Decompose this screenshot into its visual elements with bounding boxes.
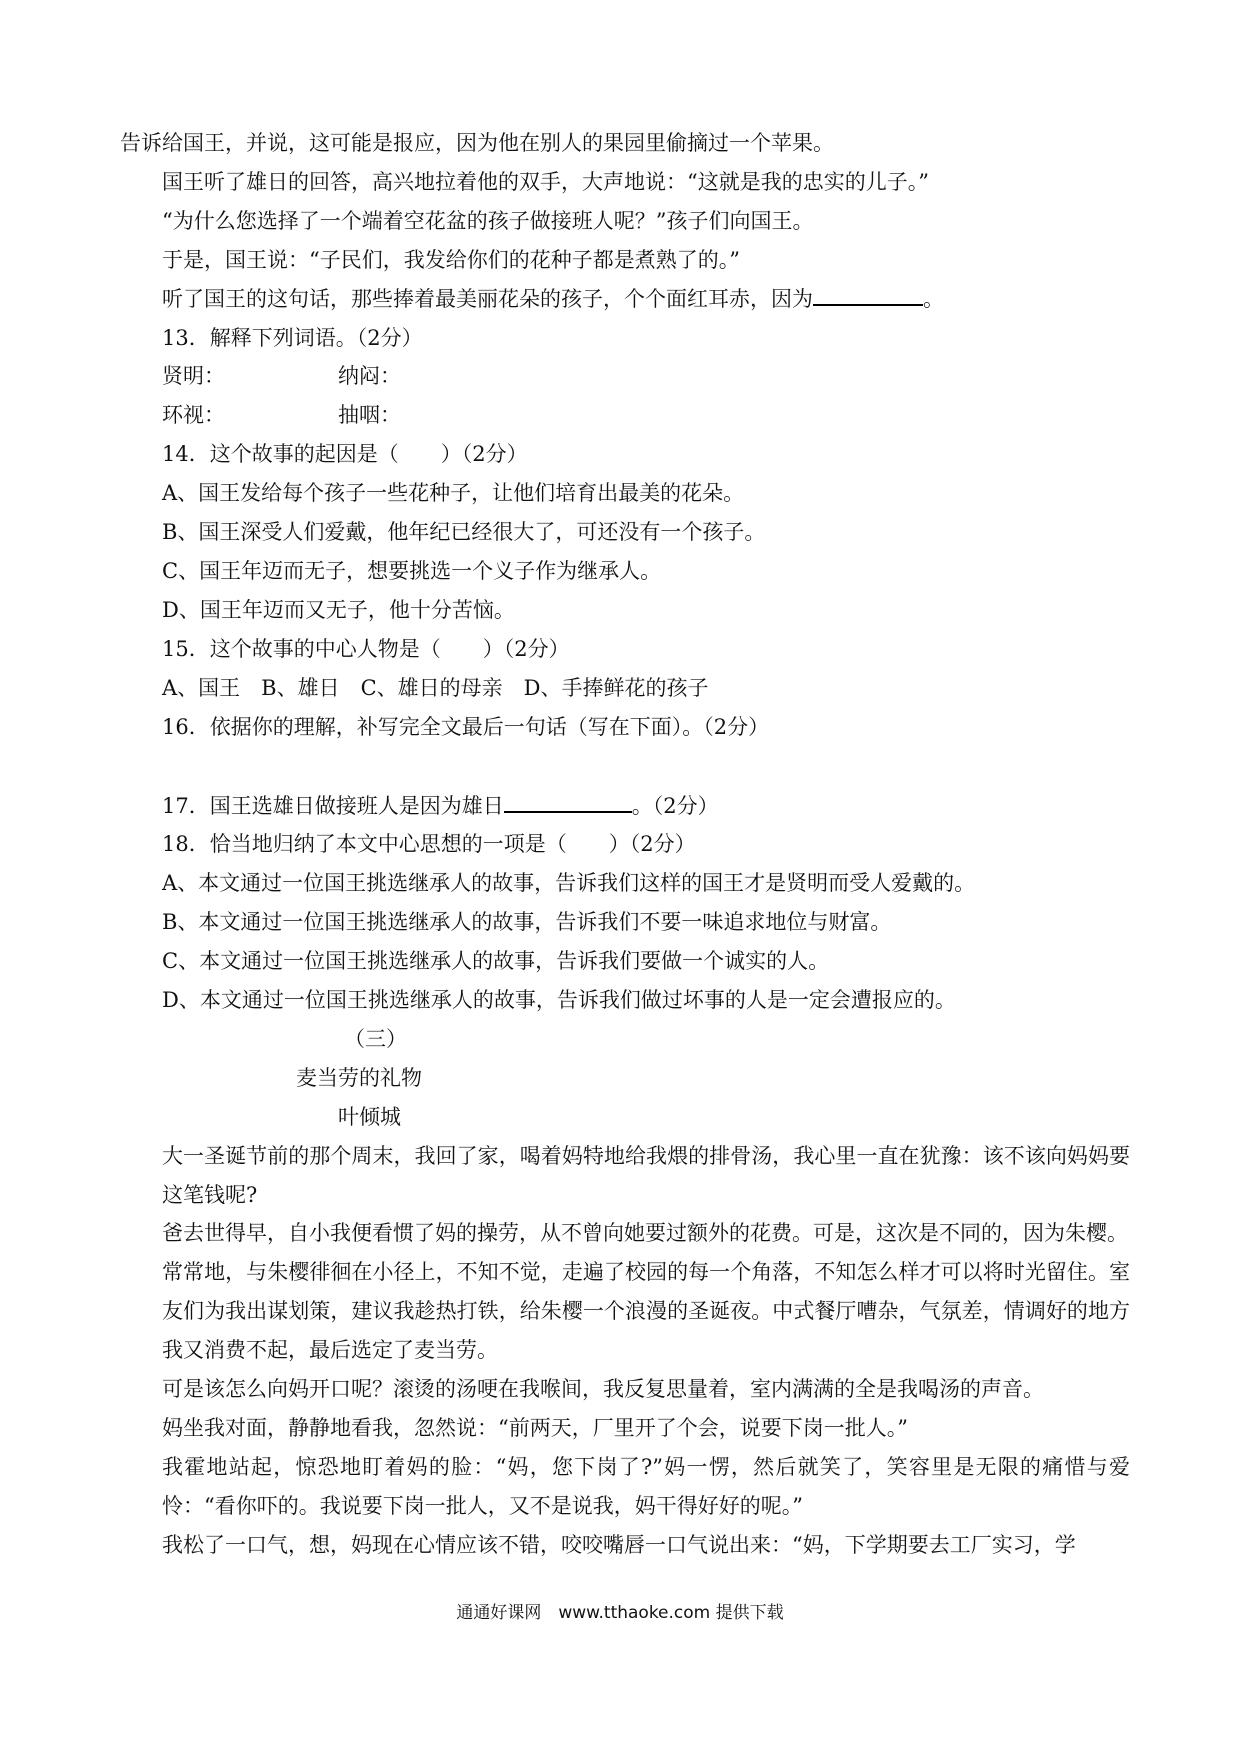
question-17 bbox=[120, 787, 1130, 826]
passage-paragraph: 我霍地站起，惊恐地盯着妈的脸：“妈，您下岗了?”妈一愣，然后就笑了，笑容里是无限的痛惜与爱怜：“看你吓的。我说要下岗一批人，又不是说我，妈干得好好的呢。” bbox=[162, 1454, 1130, 1518]
story-text: 。 bbox=[923, 286, 944, 311]
passage-paragraph: 爸去世得早，自小我便看惯了妈的操劳，从不曾向她要过额外的花费。可是，这次是不同的，因为朱樱。 bbox=[162, 1221, 1128, 1246]
answer-option: B、本文通过一位国王挑选继承人的故事，告诉我们不要一味追求地位与财富。 bbox=[162, 910, 892, 935]
passage-paragraph: 我松了一口气，想，妈现在心情应该不错，咬咬嘴唇一口气说出来：“妈，下学期要去工厂实习，学 bbox=[162, 1532, 1076, 1557]
story-paragraph: “为什么您选择了一个端着空花盆的孩子做接班人呢？”孩子们向国王。 bbox=[162, 208, 814, 233]
question-18: 18．恰当地归纳了本文中心思想的一项是（ ）（2分） bbox=[162, 832, 696, 857]
question-14: 14．这个故事的起因是（ ）（2分） bbox=[162, 442, 528, 467]
answer-blank[interactable] bbox=[504, 791, 632, 813]
passage-paragraph: 大一圣诞节前的那个周末，我回了家，喝着妈特地给我煨的排骨汤，我心里一直在犹豫：该不该向妈妈要这笔钱呢? bbox=[162, 1143, 1130, 1207]
section-number: （三） bbox=[344, 1026, 407, 1051]
question-16: 16．依据你的理解，补写完全文最后一句话（写在下面）。（2分） bbox=[162, 714, 770, 739]
question-13: 13．解释下列词语。（2分） bbox=[162, 325, 423, 350]
page-footer: 通通好课网 www.tthaoke.com 提供下载 bbox=[456, 1603, 784, 1623]
passage-paragraph: 常常地，与朱樱徘徊在小径上，不知不觉，走遍了校园的每一个角落，不知怎么样才可以将时光留住。室友们为我出谋划策，建议我趁热打铁，给朱樱一个浪漫的圣诞夜。中式餐厅嘈杂，气氛差，情调好的地方我又消费不起，最后选定了麦当劳。 bbox=[162, 1260, 1130, 1363]
question-text: 17．国王选雄日做接班人是因为雄日 bbox=[162, 793, 504, 818]
passage-paragraph: 可是该怎么向妈开口呢？滚烫的汤哽在我喉间，我反复思量着，室内满满的全是我喝汤的声音。 bbox=[162, 1377, 1044, 1402]
definition-term: 环视： bbox=[162, 403, 225, 428]
passage-author: 叶倾城 bbox=[338, 1104, 401, 1129]
question-text: 。（2分） bbox=[631, 793, 719, 818]
definition-row bbox=[120, 357, 1130, 396]
definition-term: 纳闷： bbox=[338, 364, 401, 389]
answer-space[interactable] bbox=[120, 747, 1130, 787]
answer-option: C、国王年迈而无子，想要挑选一个义子作为继承人。 bbox=[162, 558, 662, 583]
story-paragraph-with-blank bbox=[120, 280, 1130, 319]
page-content bbox=[120, 124, 1130, 1565]
answer-option: A、本文通过一位国王挑选继承人的故事，告诉我们这样的国王才是贤明而受人爱戴的。 bbox=[162, 871, 976, 896]
definition-row bbox=[120, 396, 1130, 435]
story-paragraph: 国王听了雄日的回答，高兴地拉着他的双手，大声地说：“这就是我的忠实的儿子。” bbox=[162, 169, 929, 194]
definition-term: 贤明： bbox=[162, 364, 225, 389]
definition-term: 抽咽： bbox=[338, 403, 401, 428]
story-text: 听了国王的这句话，那些捧着最美丽花朵的孩子，个个面红耳赤，因为 bbox=[162, 286, 813, 311]
answer-blank[interactable] bbox=[813, 284, 923, 306]
question-15: 15．这个故事的中心人物是（ ）（2分） bbox=[162, 636, 570, 661]
story-paragraph: 告诉给国王，并说，这可能是报应，因为他在别人的果园里偷摘过一个苹果。 bbox=[120, 131, 834, 155]
passage-title: 麦当劳的礼物 bbox=[296, 1065, 422, 1090]
answer-options-inline: A、国王 B、雄日 C、雄日的母亲 D、手捧鲜花的孩子 bbox=[162, 675, 709, 700]
answer-option: D、本文通过一位国王挑选继承人的故事，告诉我们做过坏事的人是一定会遭报应的。 bbox=[162, 988, 956, 1013]
passage-paragraph: 妈坐我对面，静静地看我，忽然说：“前两天，厂里开了个会，说要下岗一批人。” bbox=[162, 1416, 908, 1440]
answer-option: D、国王年迈而又无子，他十分苦恼。 bbox=[162, 597, 515, 622]
answer-option: A、国王发给每个孩子一些花种子，让他们培育出最美的花朵。 bbox=[162, 481, 745, 506]
story-paragraph: 于是，国王说：“子民们，我发给你们的花种子都是煮熟了的。” bbox=[162, 247, 740, 272]
answer-option: B、国王深受人们爱戴，他年纪已经很大了，可还没有一个孩子。 bbox=[162, 520, 766, 545]
answer-option: C、本文通过一位国王挑选继承人的故事，告诉我们要做一个诚实的人。 bbox=[162, 949, 830, 974]
